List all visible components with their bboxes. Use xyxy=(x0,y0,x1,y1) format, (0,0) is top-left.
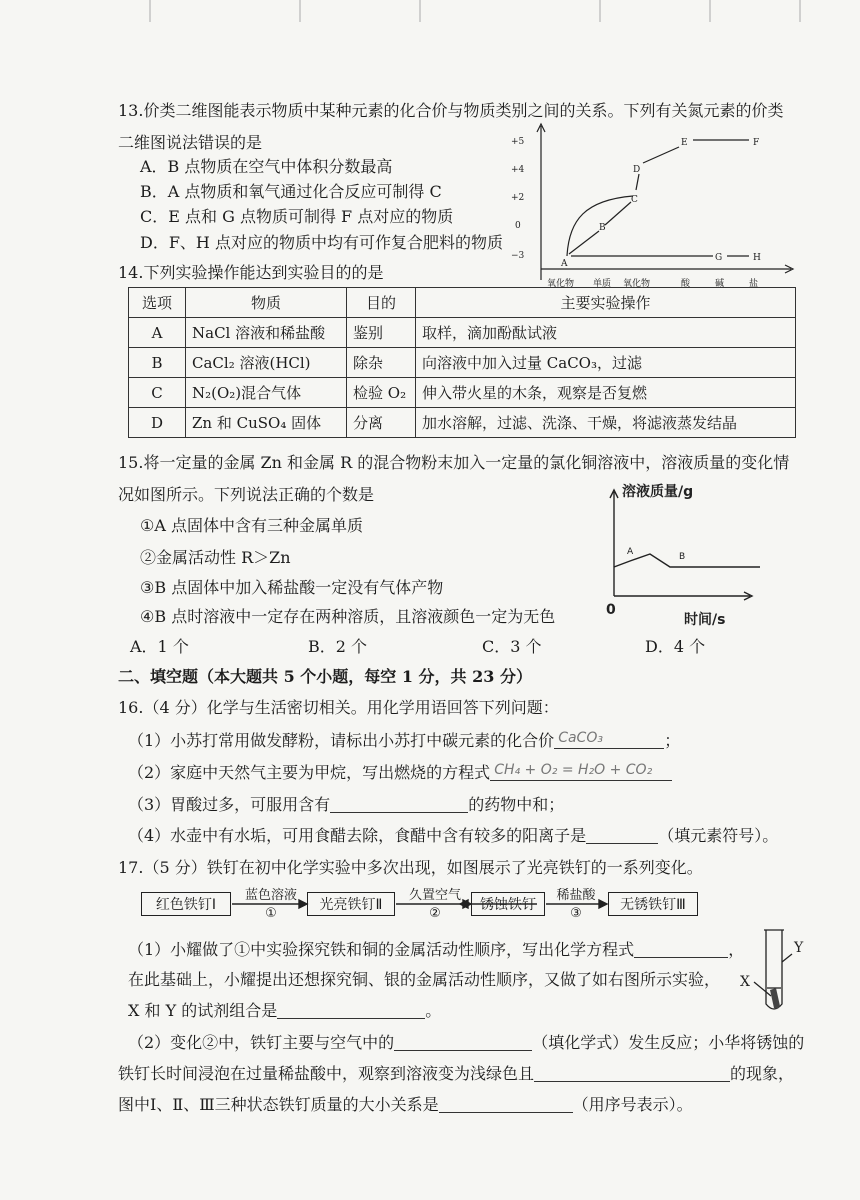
q16-answer-2[interactable] xyxy=(490,764,672,781)
q16-part-1 xyxy=(128,731,680,751)
q15-statement-2: ②金属活动性 R＞Zn xyxy=(140,548,291,567)
q14-table xyxy=(128,287,796,438)
q13-ytick-3: +2 xyxy=(511,193,525,203)
q16-part-3-text: （3）胃酸过多，可服用含有 xyxy=(128,795,331,814)
q16-part-3 xyxy=(128,795,564,815)
q15-y-axis-label: 溶液质量/g xyxy=(622,484,694,500)
tube-label-x: X xyxy=(740,974,750,990)
cell-operation: 向溶液中加入过量 CaCO₃，过滤 xyxy=(416,348,796,378)
q17-part-1-xy-text: X 和 Y 的试剂组合是 xyxy=(128,1001,278,1020)
q17-part-2-text-e: 图中Ⅰ、Ⅱ、Ⅲ三种状态铁钉质量的大小关系是 xyxy=(118,1095,439,1114)
cell-option: A xyxy=(129,318,186,348)
q15-stem-1: 15.将一定量的金属 Zn 和金属 R 的混合物粉末加入一定量的氯化铜溶液中，溶液质量的变化情 xyxy=(118,453,790,472)
q16-part-1-text: （1）小苏打常用做发酵粉，请标出小苏打中碳元素的化合价 xyxy=(128,731,555,750)
q13-ytick-5: −3 xyxy=(511,251,525,261)
q16-part-2-text: （2）家庭中天然气主要为甲烷，写出燃烧的方程式 xyxy=(128,763,491,782)
q17-stem: 17.（5 分）铁钉在初中化学实验中多次出现，如图展示了光亮铁钉的一系列变化。 xyxy=(118,858,703,877)
q16-part-4-end: （填元素符号）。 xyxy=(658,826,779,845)
header-purpose: 目的 xyxy=(347,288,416,318)
table-row xyxy=(129,318,796,348)
q13-option-b: B．A 点物质和氧气通过化合反应可制得 C xyxy=(140,182,442,201)
q17-part-2-line-3 xyxy=(118,1095,693,1115)
q16-part-4 xyxy=(128,826,778,846)
q15-point-b: B xyxy=(679,552,686,562)
cell-operation: 加水溶解，过滤、洗涤、干燥，将滤液蒸发结晶 xyxy=(416,408,796,438)
q15-statement-1: ①A 点固体中含有三种金属单质 xyxy=(140,516,363,535)
q13-valence-graph xyxy=(505,120,795,292)
q17-answer-mass-order[interactable] xyxy=(439,1096,573,1113)
tube-label-y: Y xyxy=(794,940,804,956)
q13-point-g: G xyxy=(715,253,723,263)
q13-point-b: B xyxy=(599,223,606,233)
q17-part-1-line-3 xyxy=(128,1001,441,1021)
q13-xlabel-2: 单质 xyxy=(593,279,612,289)
q17-part-2-line-2 xyxy=(118,1064,794,1084)
q13-point-h: H xyxy=(753,253,761,263)
table-row xyxy=(129,408,796,438)
arrow-3-number: ③ xyxy=(570,906,582,921)
nail-box-bright: 光亮铁钉Ⅱ xyxy=(307,892,395,916)
q13-option-c: C．E 点和 G 点物质可制得 F 点对应的物质 xyxy=(140,207,454,226)
q17-part-2-text-b: （填化学式）发生反应；小华将锈蚀的 xyxy=(532,1033,805,1052)
q13-point-d: D xyxy=(633,165,641,175)
cell-substance: N₂(O₂)混合气体 xyxy=(186,378,347,408)
q13-option-a: A．B 点物质在空气中体积分数最高 xyxy=(140,157,393,176)
q17-part-2-line-1 xyxy=(128,1033,804,1053)
q17-part-2-text-c: 铁钉长时间浸泡在过量稀盐酸中，观察到溶液变为浅绿色且 xyxy=(118,1064,535,1083)
q17-answer-equation[interactable] xyxy=(634,941,728,958)
q15-statement-3: ③B 点固体中加入稀盐酸一定没有气体产物 xyxy=(140,578,444,597)
q16-handwritten-2: CH₄ + O₂ = H₂O + CO₂ xyxy=(494,762,653,778)
q15-option-a: A．1 个 xyxy=(130,637,189,656)
table-header-row xyxy=(129,288,796,318)
q13-point-e: E xyxy=(681,138,688,148)
q15-option-b: B．2 个 xyxy=(308,637,368,656)
q17-part-1-end: 。 xyxy=(425,1001,442,1020)
q16-part-3-end: 的药物中和； xyxy=(468,795,565,814)
q16-answer-4[interactable] xyxy=(586,827,658,844)
q14-stem: 14.下列实验操作能达到实验目的的是 xyxy=(118,263,384,282)
q16-part-4-text: （4）水壶中有水垢，可用食醋去除，食醋中含有较多的阳离子是 xyxy=(128,826,587,845)
q16-part-2 xyxy=(128,763,672,783)
q15-statement-4: ④B 点时溶液中一定存在两种溶质，且溶液颜色一定为无色 xyxy=(140,607,556,626)
arrow-2-number: ② xyxy=(429,906,441,921)
q15-x-axis-label: 时间/s xyxy=(684,612,726,628)
cell-purpose: 检验 O₂ xyxy=(347,378,416,408)
cell-substance: NaCl 溶液和稀盐酸 xyxy=(186,318,347,348)
header-operation: 主要实验操作 xyxy=(416,288,796,318)
q16-answer-1[interactable] xyxy=(554,732,664,749)
q13-xlabel-1: 氧化物 xyxy=(547,279,575,289)
q13-ytick-2: +4 xyxy=(511,165,525,175)
table-row xyxy=(129,348,796,378)
q13-point-f: F xyxy=(753,138,760,148)
cell-operation: 取样，滴加酚酞试液 xyxy=(416,318,796,348)
q16-stem: 16.（4 分）化学与生活密切相关。用化学用语回答下列问题： xyxy=(118,698,559,717)
q15-origin: 0 xyxy=(606,602,616,618)
header-option: 选项 xyxy=(129,288,186,318)
nail-box-red: 红色铁钉Ⅰ xyxy=(141,892,231,916)
q17-answer-formula[interactable] xyxy=(394,1034,532,1051)
test-tube-diagram xyxy=(734,924,804,1020)
q15-mass-graph xyxy=(600,478,760,630)
nail-box-rusty: 锈蚀铁钉 xyxy=(471,892,545,916)
nail-box-clean: 无锈铁钉Ⅲ xyxy=(608,892,698,916)
cell-option: C xyxy=(129,378,186,408)
cell-operation: 伸入带火星的木条，观察是否复燃 xyxy=(416,378,796,408)
cell-option: B xyxy=(129,348,186,378)
q17-part-2-text-d: 的现象， xyxy=(730,1064,795,1083)
arrow-1-label: 蓝色溶液 xyxy=(244,888,297,903)
q13-xlabel-3: 氧化物 xyxy=(623,279,651,289)
cell-option: D xyxy=(129,408,186,438)
q13-point-c: C xyxy=(631,195,638,205)
q17-answer-xy[interactable] xyxy=(277,1002,425,1019)
cell-purpose: 除杂 xyxy=(347,348,416,378)
q16-part-1-end: ； xyxy=(664,731,681,750)
arrow-2-label: 久置空气 xyxy=(408,888,461,903)
q13-stem-2: 二维图说法错误的是 xyxy=(118,133,263,152)
header-substance: 物质 xyxy=(186,288,347,318)
table-row xyxy=(129,378,796,408)
q15-point-a: A xyxy=(627,547,634,557)
q17-part-2-text: （2）变化②中，铁钉主要与空气中的 xyxy=(128,1033,395,1052)
q17-part-1-text: （1）小耀做了①中实验探究铁和铜的金属活动性顺序，写出化学方程式 xyxy=(128,940,635,959)
q15-stem-2: 况如图所示。下列说法正确的个数是 xyxy=(118,485,375,504)
cell-substance: Zn 和 CuSO₄ 固体 xyxy=(186,408,347,438)
q17-part-1-line-1 xyxy=(128,940,744,960)
section-2-title: 二、填空题（本大题共 5 个小题，每空 1 分，共 23 分） xyxy=(118,667,532,686)
arrow-3-label: 稀盐酸 xyxy=(556,888,596,903)
q13-xlabel-6: 盐 xyxy=(749,279,759,289)
q13-option-d: D．F、H 点对应的物质中均有可作复合肥料的物质 xyxy=(140,233,503,252)
q13-xlabel-4: 酸 xyxy=(681,279,691,289)
q16-answer-3[interactable] xyxy=(330,796,468,813)
q17-part-1-comma: ， xyxy=(728,940,745,959)
q17-part-2-text-f: （用序号表示）。 xyxy=(572,1095,693,1114)
arrow-1-number: ① xyxy=(265,906,277,921)
q17-answer-phenomenon[interactable] xyxy=(534,1065,730,1082)
q13-xlabel-5: 碱 xyxy=(715,279,725,289)
cell-purpose: 鉴别 xyxy=(347,318,416,348)
top-edge-marks xyxy=(0,0,860,34)
q15-option-d: D．4 个 xyxy=(645,637,706,656)
q13-ytick-1: +5 xyxy=(511,137,525,147)
cell-substance: CaCl₂ 溶液(HCl) xyxy=(186,348,347,378)
cell-purpose: 分离 xyxy=(347,408,416,438)
q15-option-c: C．3 个 xyxy=(482,637,542,656)
q13-point-a: A xyxy=(561,259,568,269)
q13-stem-1: 13.价类二维图能表示物质中某种元素的化合价与物质类别之间的关系。下列有关氮元素的价类 xyxy=(118,101,784,120)
q13-ytick-4: 0 xyxy=(515,221,521,231)
q17-part-1-line-2: 在此基础上，小耀提出还想探究铜、银的金属活动性顺序，又做了如右图所示实验， xyxy=(128,970,721,989)
q16-handwritten-1: CaCO₃ xyxy=(558,730,603,746)
